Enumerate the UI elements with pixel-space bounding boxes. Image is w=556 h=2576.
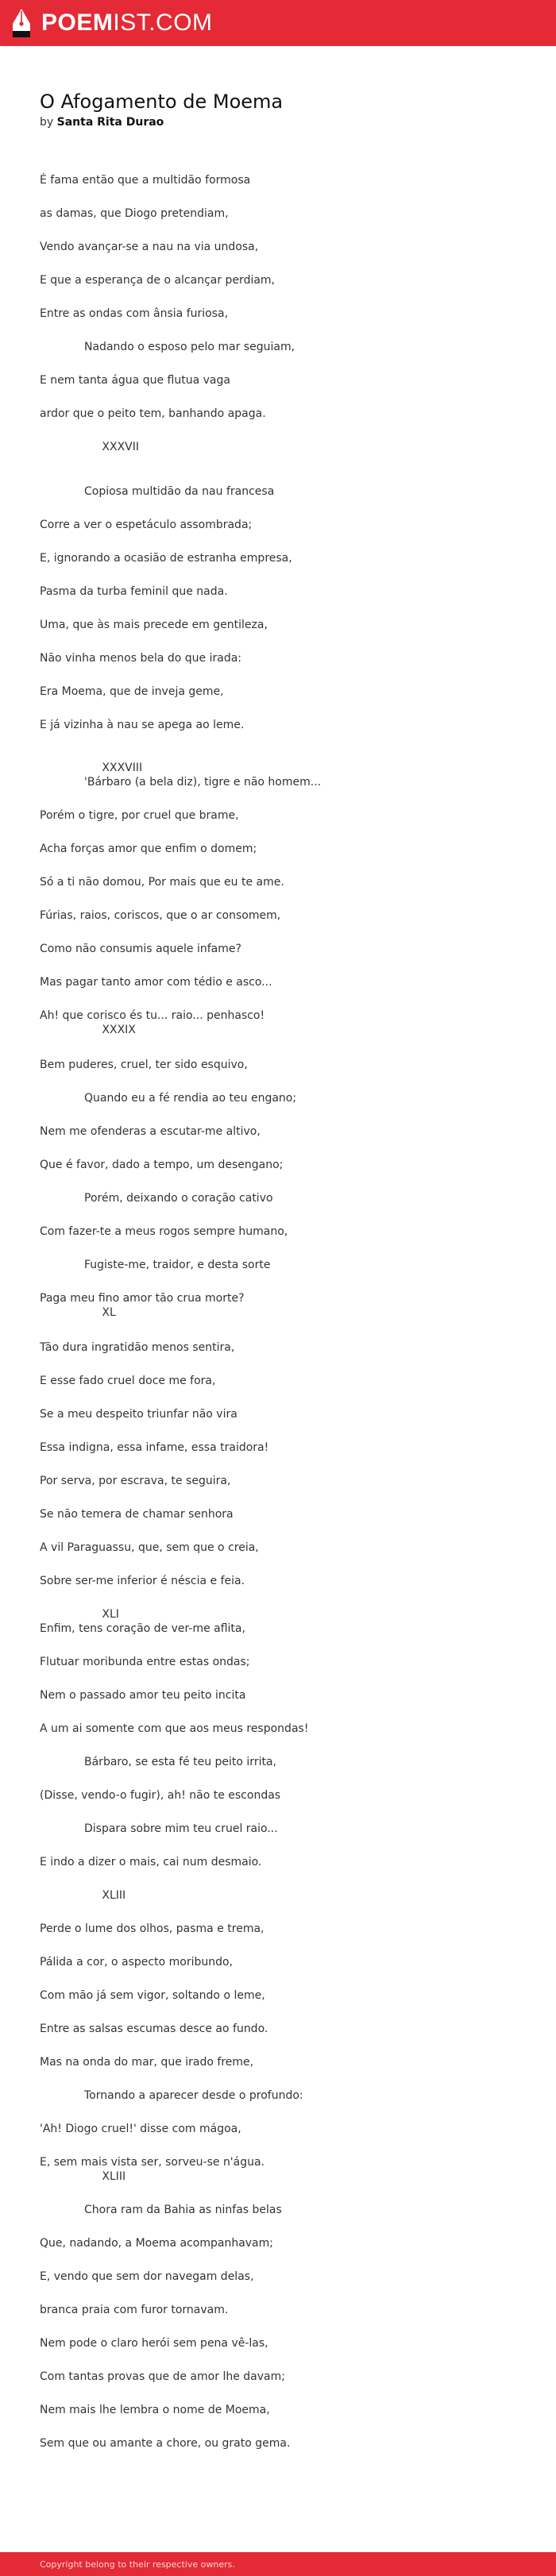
- poem-line: XLI: [40, 1608, 119, 1621]
- poem-line: E, ignorando a ocasião de estranha empresa,: [40, 552, 292, 565]
- poem-line: Tornando a aparecer desde o profundo:: [40, 2089, 303, 2102]
- poem-line: XL: [40, 1306, 116, 1319]
- poem-line: Paga meu fino amor tão crua morte?: [40, 1292, 245, 1305]
- poem-line: Ah! que corisco és tu... raio... penhasco!: [40, 1009, 265, 1022]
- poem-line: 'Bárbaro (a bela diz), tigre e não homem...: [40, 776, 322, 789]
- site-footer: [0, 2552, 556, 2576]
- poem-line: É fama então que a multidão formosa: [40, 174, 251, 187]
- poem-line: Porém o tigre, por cruel que brame,: [40, 809, 239, 822]
- poem-line: A vil Paraguassu, que, sem que o creia,: [40, 1541, 259, 1554]
- by-label: by: [40, 116, 54, 129]
- poem-line: Com mão já sem vigor, soltando o leme,: [40, 1989, 265, 2002]
- poem-line: E indo a dizer o mais, cai num desmaio.: [40, 1856, 262, 1868]
- pen-nib-icon: [11, 8, 32, 38]
- poem-line: Só a ti não domou, Por mais que eu te ame.: [40, 876, 284, 889]
- poem-line: Nadando o esposo pelo mar seguiam,: [40, 341, 295, 353]
- poem-line: E já vizinha à nau se apega ao leme.: [40, 719, 245, 731]
- logo-wordmark: [41, 10, 213, 37]
- poem-line: XLIII: [40, 1889, 126, 1902]
- poem-line: XLIII: [40, 2170, 126, 2183]
- poem-line: Nem mais lhe lembra o nome de Moema,: [40, 2404, 270, 2416]
- poem-line: Nem pode o claro herói sem pena vê-las,: [40, 2337, 268, 2350]
- poem-line: Quando eu a fé rendia ao teu engano;: [40, 1092, 297, 1105]
- poem-line: Acha forças amor que enfim o domem;: [40, 843, 257, 855]
- site-logo[interactable]: [11, 6, 213, 40]
- poem-line: Não vinha menos bela do que irada:: [40, 652, 242, 665]
- poem-line: Sem que ou amante a chore, ou grato gema.: [40, 2437, 291, 2450]
- logo-light-text: IST.COM: [113, 10, 213, 36]
- poem-line: Com tantas provas que de amor lhe davam;: [40, 2370, 285, 2383]
- poem-line: E que a esperança de o alcançar perdiam,: [40, 274, 276, 287]
- poem-line: Corre a ver o espetáculo assombrada;: [40, 519, 253, 531]
- poem-line: XXXVII: [40, 441, 140, 453]
- poem-line: Dispara sobre mim teu cruel raio...: [40, 1822, 278, 1835]
- poem-line: (Disse, vendo-o fugir), ah! não te escondas: [40, 1789, 281, 1802]
- copyright-text: Copyright belong to their respective owners.: [40, 2559, 235, 2570]
- poem-line: Fugiste-me, traidor, e desta sorte: [40, 1259, 271, 1271]
- poem-line: Vendo avançar-se a nau na via undosa,: [40, 241, 259, 253]
- poem-line: as damas, que Diogo pretendiam,: [40, 207, 229, 220]
- poem-line: Por serva, por escrava, te seguira,: [40, 1475, 231, 1487]
- poem-line: Entre as salsas escumas desce ao fundo.: [40, 2023, 268, 2035]
- poem-line: E, vendo que sem dor navegam delas,: [40, 2270, 254, 2283]
- poem-line: E, sem mais vista ser, sorveu-se n'água.: [40, 2156, 265, 2169]
- poem-line: Se não temera de chamar senhora: [40, 1508, 234, 1521]
- logo-bold-text: POEM: [41, 10, 114, 36]
- poem-line: 'Ah! Diogo cruel!' disse com mágoa,: [40, 2123, 241, 2135]
- poem-line: Mas pagar tanto amor com tédio e asco...: [40, 976, 272, 989]
- poem-byline: [40, 114, 532, 130]
- poem-line: Copiosa multidão da nau francesa: [40, 485, 275, 498]
- poem-line: A um ai somente com que aos meus respondas!: [40, 1722, 309, 1735]
- poem-line: Como não consumis aquele infame?: [40, 943, 241, 955]
- poem-line: Porém, deixando o coração cativo: [40, 1192, 273, 1205]
- poem-line: Era Moema, que de inveja geme,: [40, 685, 224, 698]
- poem-line: XXXVIII: [40, 762, 143, 774]
- poem-line: E nem tanta água que flutua vaga: [40, 374, 230, 387]
- poem-line: Com fazer-te a meus rogos sempre humano,: [40, 1225, 288, 1238]
- poem-line: Flutuar moribunda entre estas ondas;: [40, 1656, 250, 1668]
- poem-line: Fúrias, raios, coriscos, que o ar consomem,: [40, 909, 281, 922]
- poem-line: E esse fado cruel doce me fora,: [40, 1375, 216, 1387]
- poem-line: Nem me ofenderas a escutar-me altivo,: [40, 1125, 261, 1138]
- poem-author[interactable]: Santa Rita Durao: [56, 116, 164, 129]
- poem-line: Bárbaro, se esta fé teu peito irrita,: [40, 1756, 276, 1768]
- poem-line: Se a meu despeito triunfar não vira: [40, 1408, 237, 1421]
- poem-line: Tão dura ingratidão menos sentira,: [40, 1341, 235, 1354]
- poem-line: Bem puderes, cruel, ter sido esquivo,: [40, 1059, 248, 1071]
- poem-line: Essa indigna, essa infame, essa traidora!: [40, 1441, 269, 1454]
- poem-line: Enfim, tens coração de ver-me aflita,: [40, 1622, 245, 1635]
- poem-line: branca praia com furor tornavam.: [40, 2304, 229, 2316]
- poem-line: Nem o passado amor teu peito incita: [40, 1689, 246, 1702]
- poem-line: ardor que o peito tem, banhando apaga.: [40, 407, 266, 420]
- poem-line: Pasma da turba feminil que nada.: [40, 585, 228, 598]
- poem-line: XXXIX: [40, 1024, 136, 1036]
- poem-line: Perde o lume dos olhos, pasma e trema,: [40, 1922, 264, 1935]
- poem-line: Que, nadando, a Moema acompanhavam;: [40, 2237, 273, 2250]
- poem-title: O Afogamento de Moema: [40, 91, 284, 113]
- poem-line: Que é favor, dado a tempo, um desengano;: [40, 1159, 284, 1171]
- poem-line: Chora ram da Bahia as ninfas belas: [40, 2204, 282, 2216]
- site-header: [0, 0, 556, 46]
- poem-line: Uma, que às mais precede em gentileza,: [40, 619, 268, 631]
- poem-line: Sobre ser-me inferior é néscia e feia.: [40, 1575, 245, 1587]
- poem-heading: [40, 89, 532, 130]
- poem-line: Pálida a cor, o aspecto moribundo,: [40, 1956, 234, 1969]
- poem-line: Mas na onda do mar, que irado freme,: [40, 2056, 254, 2069]
- poem-line: Entre as ondas com ânsia furiosa,: [40, 307, 229, 320]
